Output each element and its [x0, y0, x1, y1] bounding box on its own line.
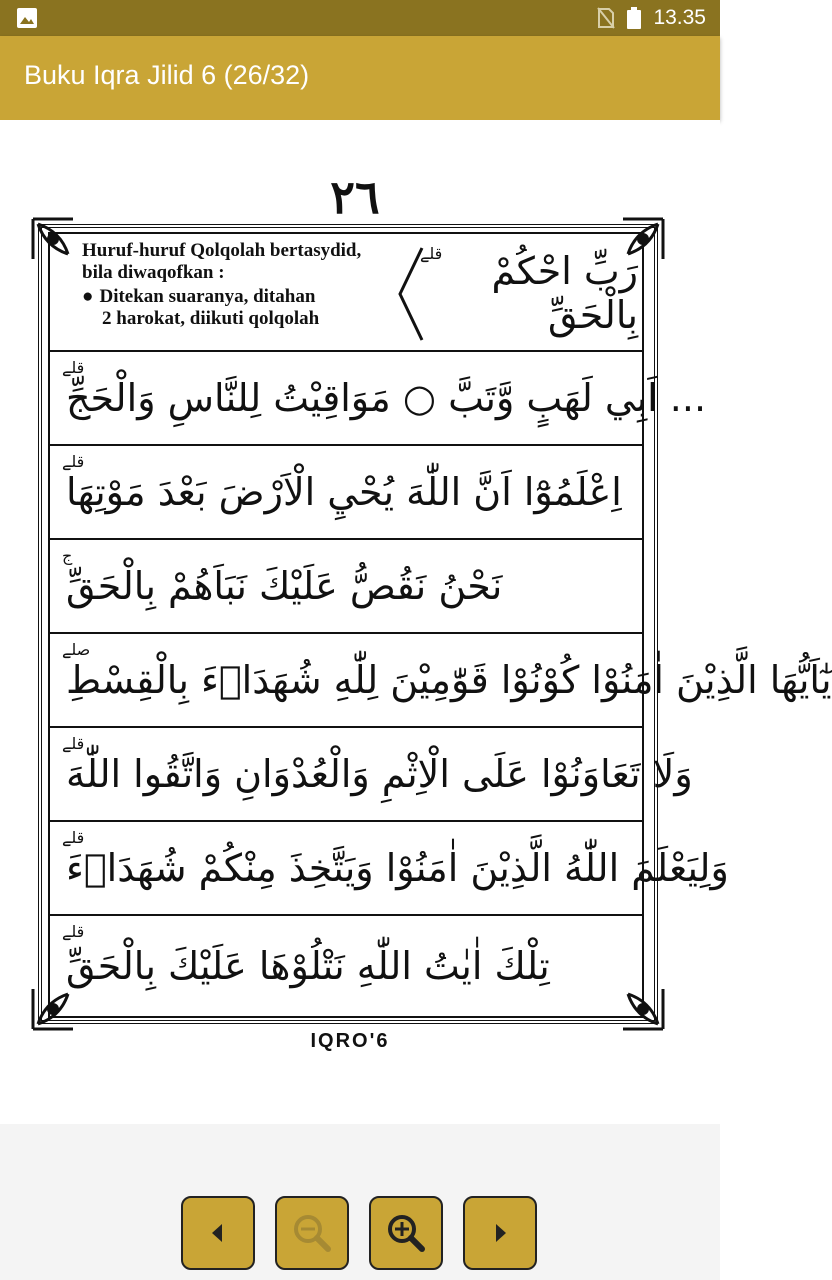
status-time: 13.35: [653, 6, 706, 29]
arabic-text: وَلَا تَعَاوَنُوْا عَلَى الْاِثْمِ وَالْعُدْوَانِ وَاتَّقُوا اللّٰهَ: [66, 752, 693, 796]
previous-page-button[interactable]: [181, 1196, 255, 1270]
arabic-row: [48, 916, 644, 1016]
zoom-in-button[interactable]: [369, 1196, 443, 1270]
arabic-row: [48, 352, 707, 446]
waqf-mark: ج: [62, 546, 73, 565]
arabic-text: وَلِيَعْلَمَ اللّٰهُ الَّذِيْنَ اٰمَنُوْا وَيَتَّخِذَ مِنْكُمْ شُهَدَاۤءَ: [66, 846, 729, 890]
note-arabic-example: رَبِّ احْكُمْ بِالْحَقِّ: [491, 249, 638, 337]
arabic-text: ... اَبِي لَهَبٍ وَّتَبَّ ○ مَوَاقِيْتُ لِلنَّاسِ وَالْحَجِّ: [66, 376, 707, 420]
arabic-text: يٰٓاَيُّهَا الَّذِيْنَ اٰمَنُوْا كُوْنُوْا قَوّٰمِيْنَ لِلّٰهِ شُهَدَاۤءَ بِالْقِسْطِ: [66, 658, 832, 702]
zoom-in-icon: [384, 1211, 428, 1255]
arabic-row: [48, 634, 832, 728]
status-bar: [0, 0, 720, 36]
note-line: 2 harokat, diikuti qolqolah: [102, 308, 320, 329]
zoom-out-button[interactable]: [275, 1196, 349, 1270]
note-line: Ditekan suaranya, ditahan: [99, 286, 316, 307]
waqf-mark: صلے: [62, 640, 91, 659]
note-line: Huruf-huruf Qolqolah bertasydid,: [82, 240, 362, 261]
chevron-left-icon: [203, 1218, 233, 1248]
no-sim-icon: [597, 7, 615, 29]
waqf-mark: قلے: [420, 244, 443, 263]
arabic-row: [48, 540, 644, 634]
bottom-navigation: [0, 1124, 720, 1280]
arabic-text: تِلْكَ اٰيٰتُ اللّٰهِ نَتْلُوْهَا عَلَيْكَ بِالْحَقِّ: [66, 944, 550, 988]
zoom-out-icon: [290, 1211, 334, 1255]
waqf-mark: قلے: [62, 452, 85, 471]
arabic-text: نَحْنُ نَقُصُّ عَلَيْكَ نَبَاَهُمْ بِالْحَقِّ: [66, 564, 503, 608]
waqf-mark: قلے: [62, 922, 85, 941]
page-number: ٢٦: [330, 170, 380, 224]
book-footer: IQRO'6: [310, 1030, 390, 1052]
arabic-row: [48, 822, 729, 916]
arabic-text: اِعْلَمُوْٓا اَنَّ اللّٰهَ يُحْيِ الْاَرْضَ بَعْدَ مَوْتِهَا: [66, 470, 622, 514]
bullet-icon: ●: [82, 286, 94, 307]
battery-icon: [627, 7, 641, 29]
app-bar: [0, 36, 720, 120]
header-row: [48, 232, 644, 352]
image-notification-icon: [16, 7, 38, 29]
book-page[interactable]: [0, 120, 832, 1124]
chevron-right-icon: [485, 1218, 515, 1248]
waqf-mark: قلے: [62, 358, 85, 377]
arabic-row: [48, 728, 693, 822]
note-line: bila diwaqofkan :: [82, 262, 225, 283]
waqf-mark: قلے: [62, 828, 85, 847]
app-title: Buku Iqra Jilid 6 (26/32): [24, 60, 310, 90]
arabic-row: [48, 446, 644, 540]
next-page-button[interactable]: [463, 1196, 537, 1270]
waqf-mark: قلے: [62, 734, 85, 753]
